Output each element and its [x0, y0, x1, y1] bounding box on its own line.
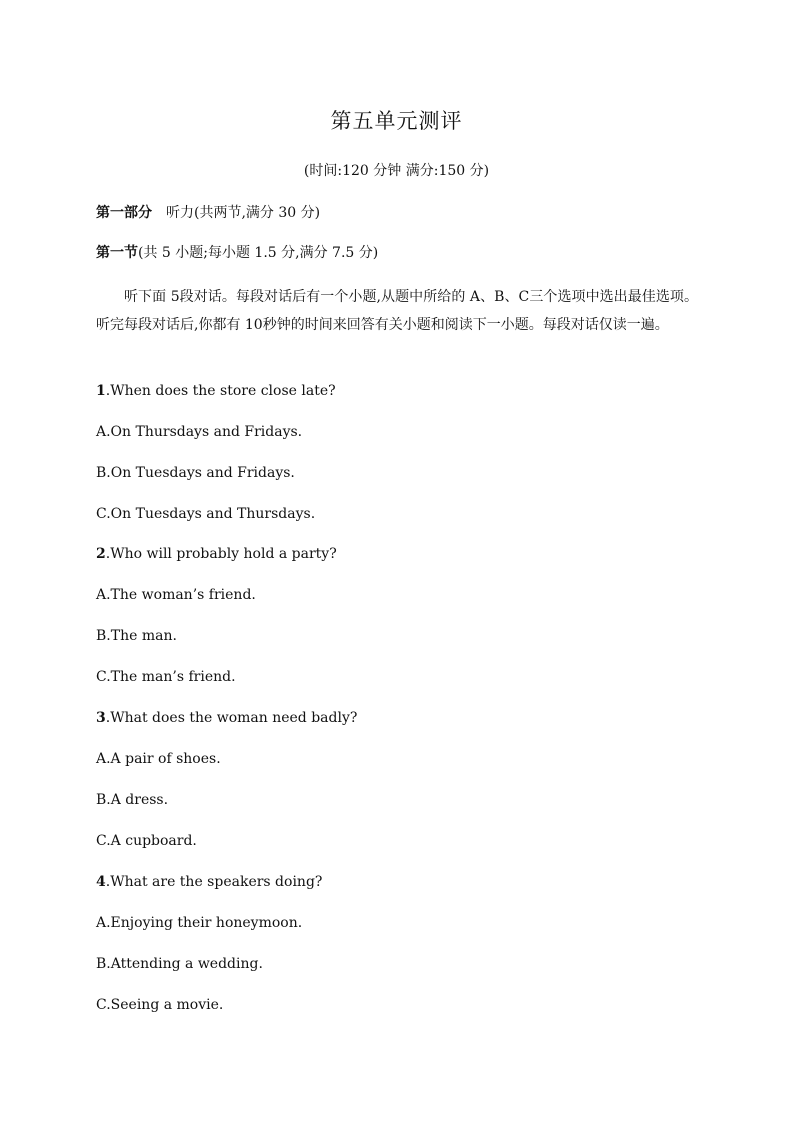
question-number: 1 — [96, 383, 106, 399]
question-3 — [96, 707, 357, 729]
option-1c: C.On Tuesdays and Thursdays. — [96, 506, 316, 522]
question-text: .Who will probably hold a party? — [105, 546, 337, 562]
option-3b: B.A dress. — [96, 792, 169, 808]
question-text: .What are the speakers doing? — [105, 874, 323, 890]
option-3a: A.A pair of shoes. — [96, 751, 221, 767]
part-text: 听力(共两节,满分 30 分) — [166, 205, 321, 221]
part-heading — [96, 202, 320, 224]
question-2 — [96, 543, 337, 565]
question-4 — [96, 871, 322, 893]
time-and-score: (时间:120 分钟 满分:150 分) — [303, 163, 490, 179]
option-1b: B.On Tuesdays and Fridays. — [96, 465, 295, 481]
question-1 — [96, 380, 336, 402]
listening-instructions: 听下面 5段对话。每段对话后有一个小题,从题中所给的 A、B、C三个选项中选出最佳选项。听完每段对话后,你都有 10秒钟的时间来回答有关小题和阅读下一小题。每段对话仅读一遍。 — [96, 289, 698, 333]
option-4c: C.Seeing a movie. — [96, 997, 224, 1013]
option-4a: A.Enjoying their honeymoon. — [96, 915, 303, 931]
section-heading — [96, 242, 378, 264]
option-2b: B.The man. — [96, 628, 177, 644]
section-text: (共 5 小题;每小题 1.5 分,满分 7.5 分) — [138, 245, 379, 261]
question-number: 3 — [96, 710, 106, 726]
question-text: .When does the store close late? — [105, 383, 336, 399]
option-4b: B.Attending a wedding. — [96, 956, 263, 972]
question-text: .What does the woman need badly? — [105, 710, 358, 726]
question-number: 2 — [96, 546, 106, 562]
section-label: 第一节 — [96, 245, 138, 261]
option-2a: A.The woman’s friend. — [96, 587, 256, 603]
option-3c: C.A cupboard. — [96, 833, 197, 849]
page-title: 第五单元测评 — [330, 109, 463, 133]
option-2c: C.The man’s friend. — [96, 669, 236, 685]
question-number: 4 — [96, 874, 106, 890]
option-1a: A.On Thursdays and Fridays. — [96, 424, 303, 440]
part-label: 第一部分 — [96, 205, 152, 221]
